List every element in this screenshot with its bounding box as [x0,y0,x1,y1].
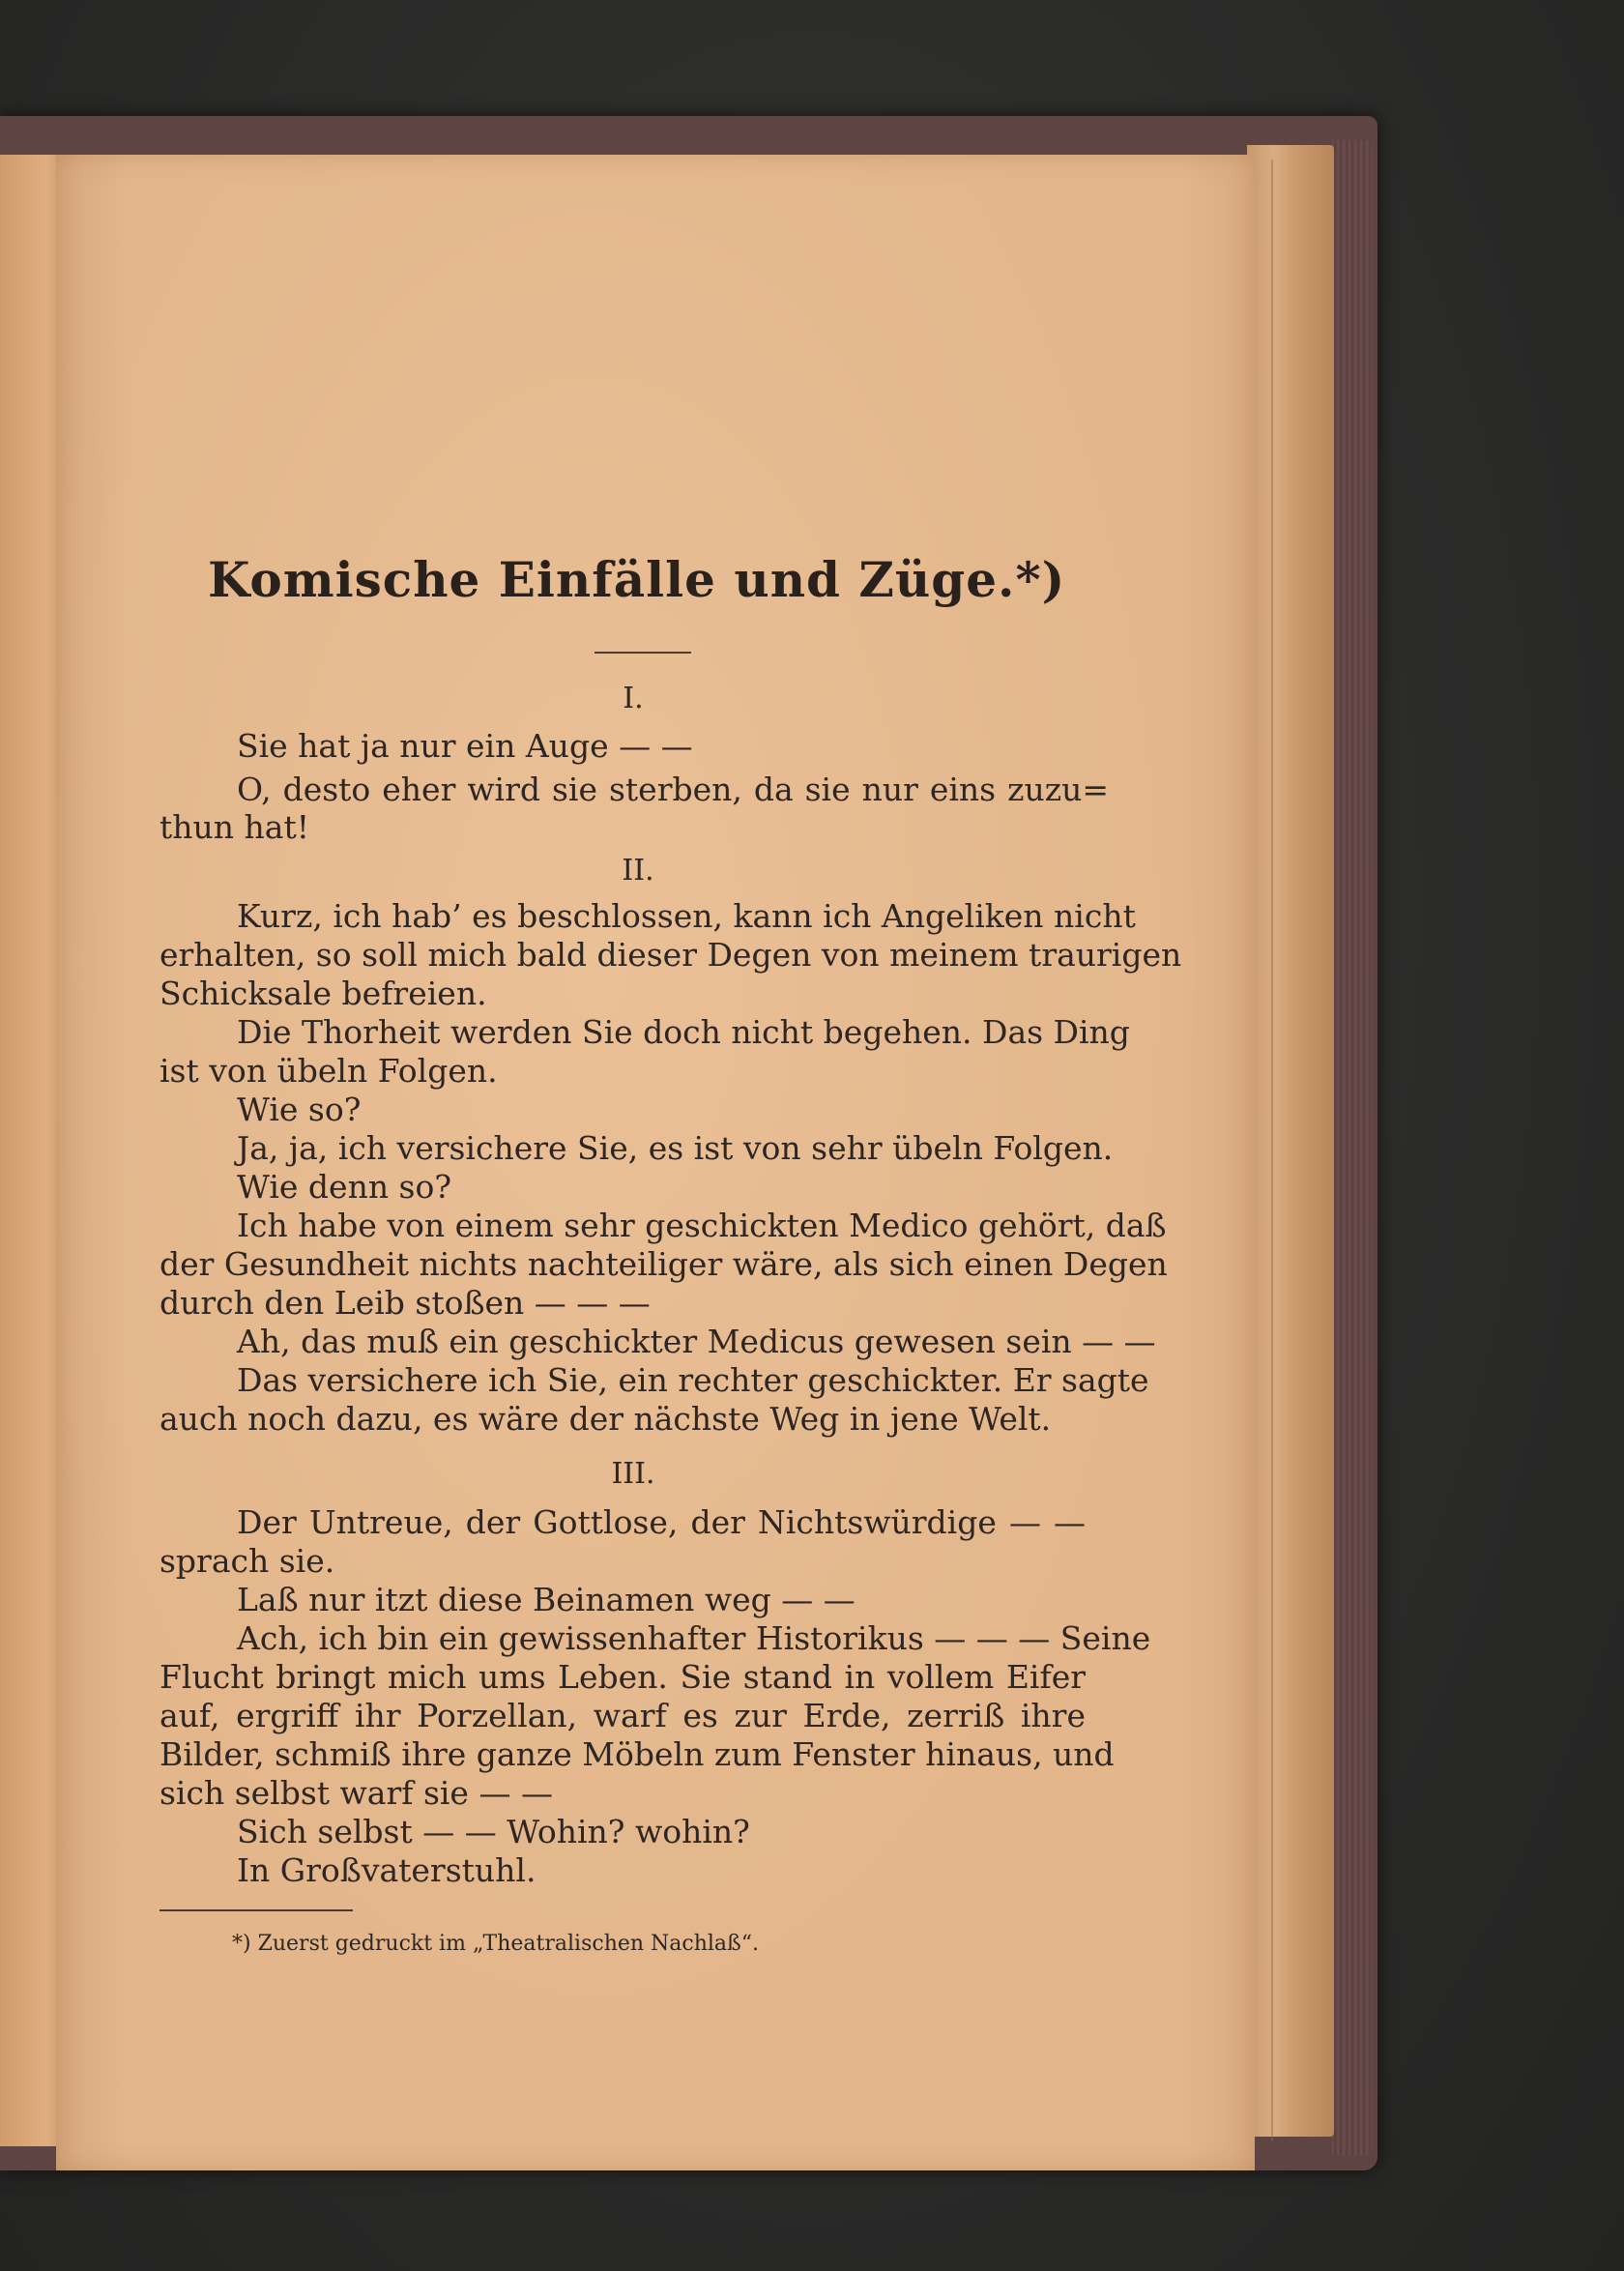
text-line: auf, ergriff ihr Porzellan, warf es zur Erde, zerriß ihre [160,1697,1086,1734]
text-line: durch den Leib stoßen — — — [160,1284,651,1322]
title-rule [594,652,691,654]
text-line: ist von übeln Folgen. [160,1052,498,1090]
text-line: Ich habe von einem sehr geschickten Medico gehört, daß [237,1207,1167,1244]
text-line: Ach, ich bin ein gewissenhafter Historikus — — — Seine [237,1619,1151,1657]
text-line: sich selbst warf sie — — [160,1774,553,1812]
text-line: Kurz, ich hab’ es beschlossen, kann ich Angeliken nicht [237,897,1136,935]
section-heading-2: II. [622,854,654,888]
footnote-rule [160,1909,353,1911]
text-line: Schicksale befreien. [160,975,487,1012]
footnote: *) Zuerst gedruckt im „Theatralischen Nachlaß“. [232,1932,759,1956]
text-line: Laß nur itzt diese Beinamen weg — — [237,1581,856,1618]
text-line: der Gesundheit nichts nachteiliger wäre, als sich einen Degen [160,1245,1168,1283]
text-line: Flucht bringt mich ums Leben. Sie stand in vollem Eifer [160,1658,1086,1696]
page-fold-line [1271,160,1273,2141]
text-line: auch noch dazu, es wäre der nächste Weg in jene Welt. [160,1400,1052,1438]
section-heading-3: III. [611,1457,655,1491]
text-line: sprach sie. [160,1542,335,1580]
text-line: O, desto eher wird sie sterben, da sie nur eins zuzu= [237,771,1109,808]
book-cover-edge [1332,140,1373,2156]
text-line: Ja, ja, ich versichere Sie, es ist von sehr übeln Folgen. [237,1129,1114,1167]
text-line: Die Thorheit werden Sie doch nicht begehen. Das Ding [237,1013,1130,1051]
text-line: Sie hat ja nur ein Auge — — [237,727,693,765]
text-line: Wie denn so? [237,1168,452,1206]
page-edges [1247,145,1334,2137]
text-line: thun hat! [160,808,309,846]
page-title: Komische Einfälle und Züge.*) [208,551,1066,608]
text-line: erhalten, so soll mich bald dieser Degen von meinem traurigen [160,936,1182,974]
text-line: Das versichere ich Sie, ein rechter geschickter. Er sagte [237,1361,1149,1399]
text-line: Ah, das muß ein geschickter Medicus gewesen sein — — [237,1323,1156,1360]
text-line: Sich selbst — — Wohin? wohin? [237,1813,750,1850]
text-line: Wie so? [237,1091,362,1128]
text-line: Bilder, schmiß ihre ganze Möbeln zum Fenster hinaus, und [160,1735,1115,1773]
text-line: In Großvaterstuhl. [237,1851,536,1889]
section-heading-1: I. [623,682,644,715]
text-line: Der Untreue, der Gottlose, der Nichtswürdige — — [237,1503,1086,1541]
